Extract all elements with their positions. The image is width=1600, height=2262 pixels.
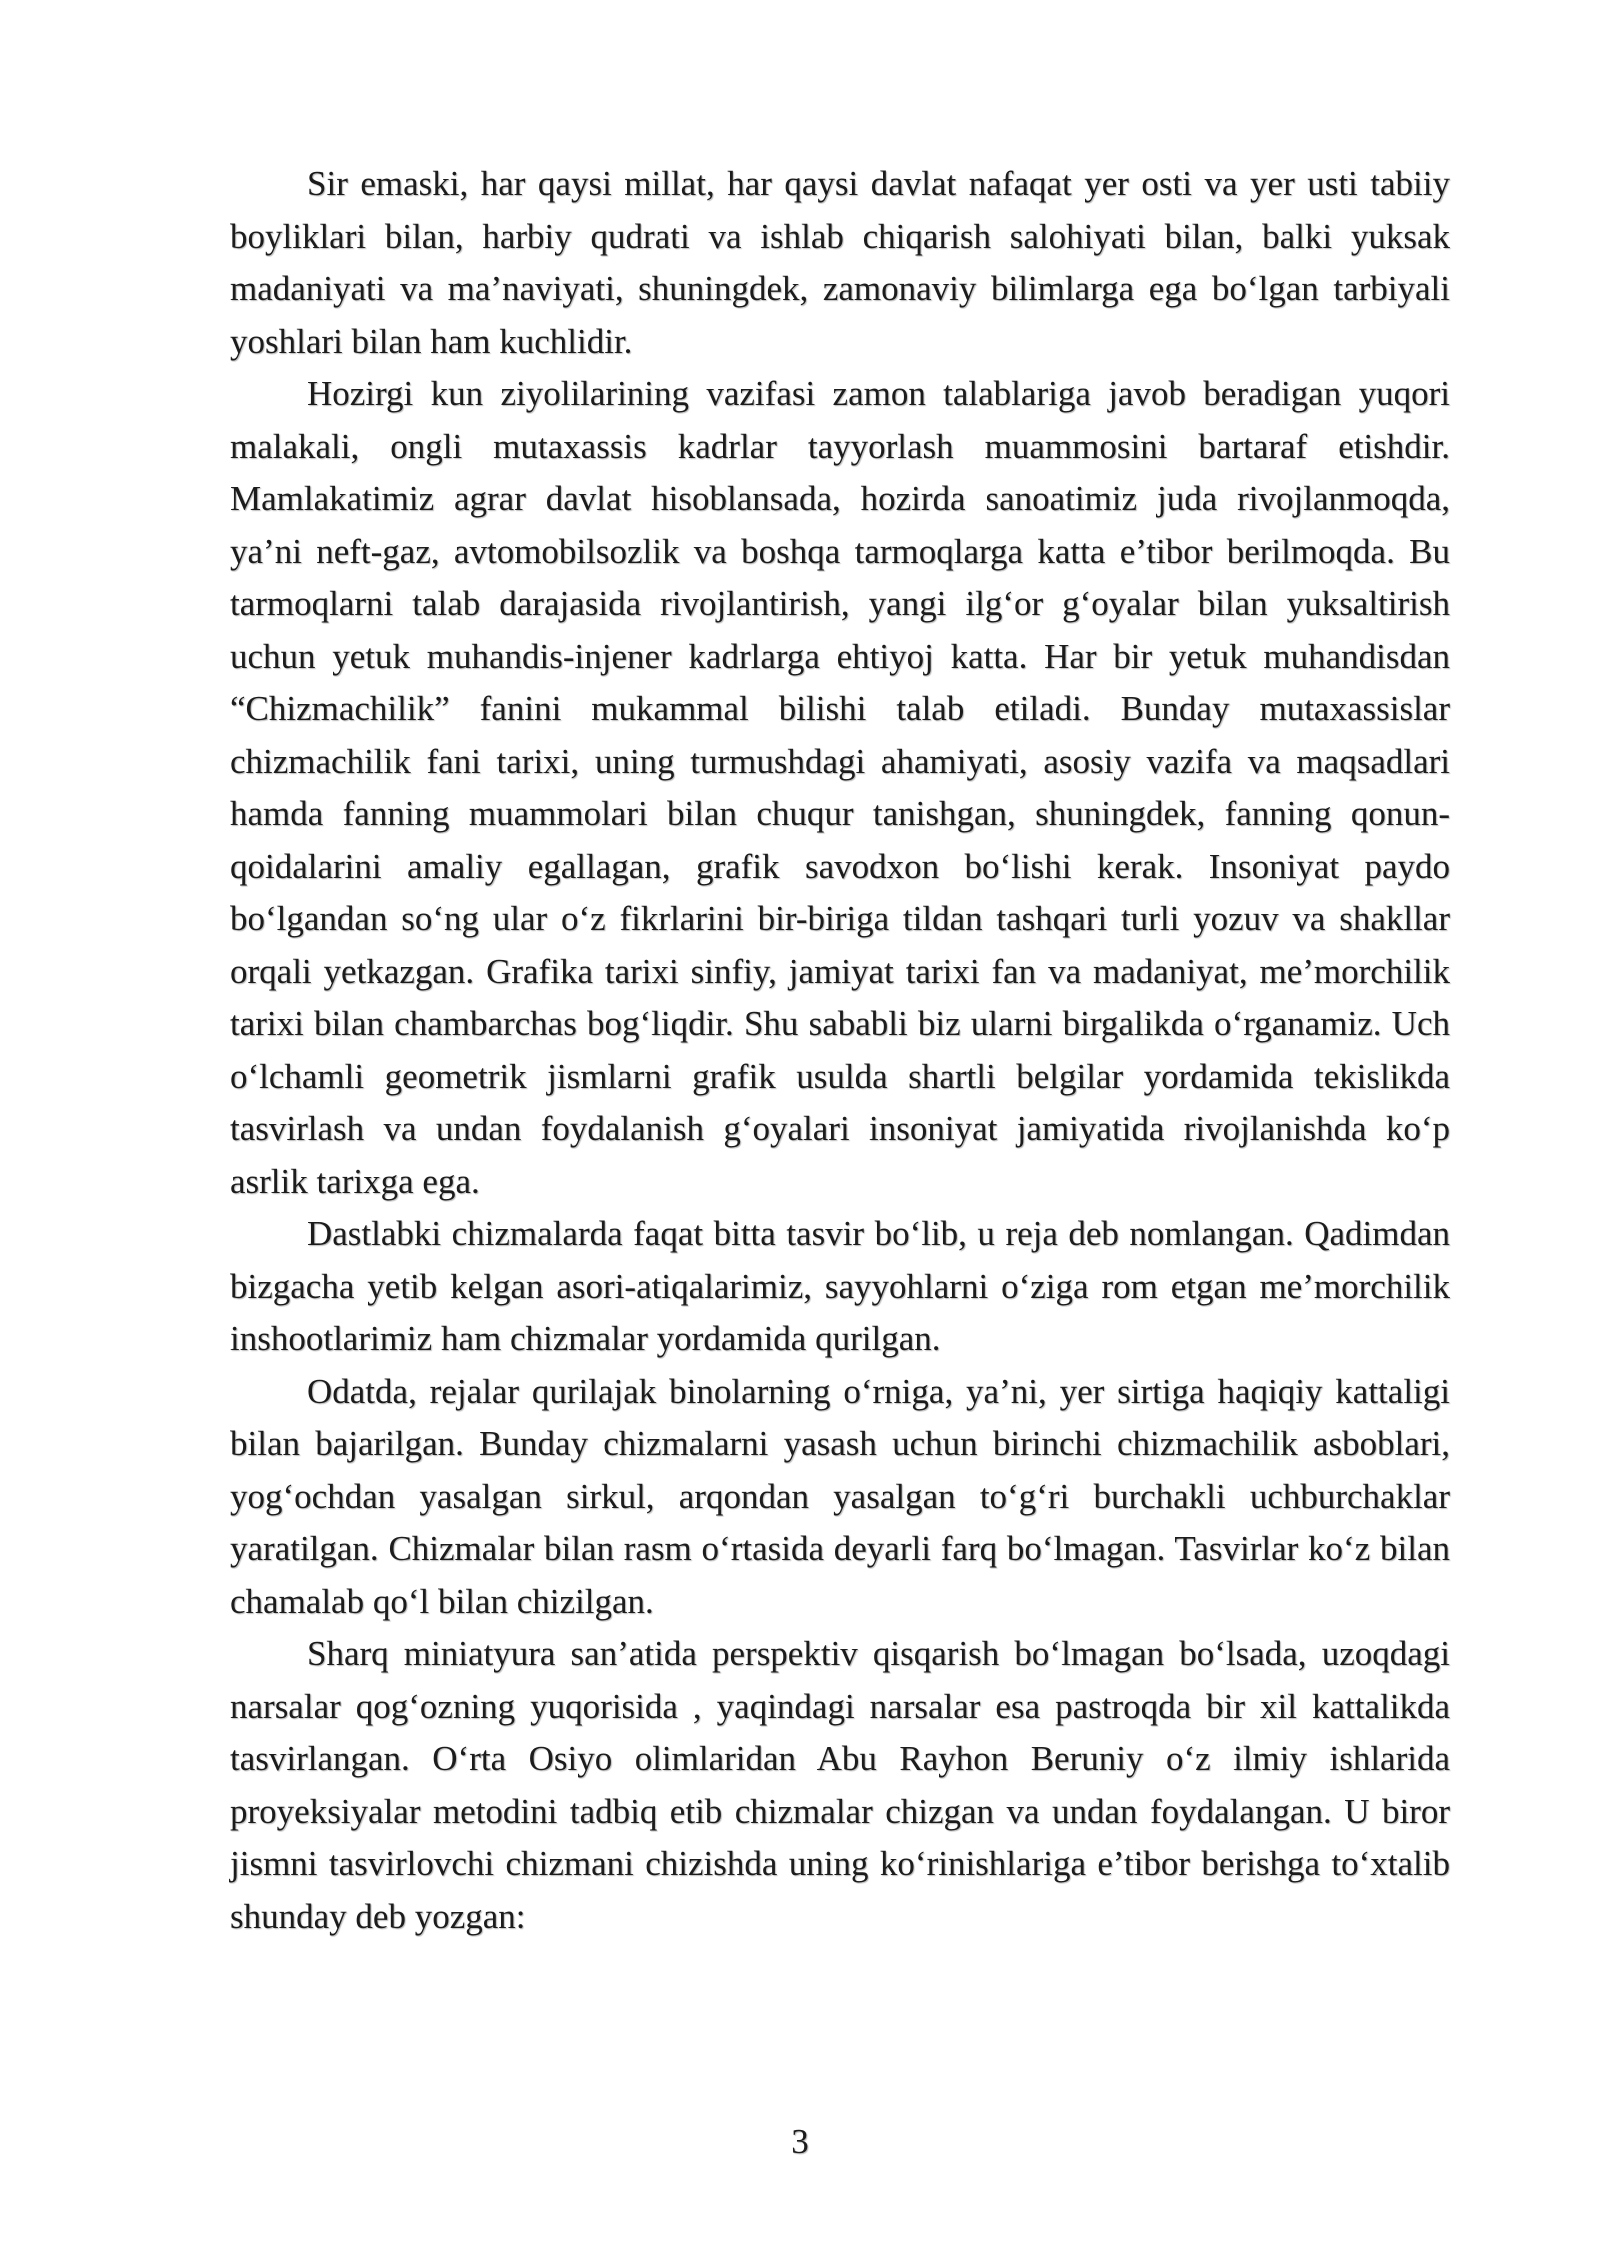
page-number: 3 — [791, 2122, 809, 2161]
paragraph-miniature-art: Sharq miniatyura san’atida perspektiv qisqarish bo‘lmagan bo‘lsada, uzoqdagi narsalar qog‘ozning yuqorisida , yaqindagi narsalar esa pastroqda bir xil kattalikda tasvirlangan. O‘rta Osiyo olimlaridan Abu Rayhon Beruniy o‘z ilmiy ishlarida proyeksiyalar metodini tadbiq etib chizmalar chizgan va undan foydalangan. U biror jismni tasvirlovchi chizmani chizishda uning ko‘rinishlariga e’tibor berishga to‘xtalib shunday deb yozgan: — [230, 1634, 1450, 1936]
paragraph-plans: Odatda, rejalar qurilajak binolarning o‘rniga, ya’ni, yer sirtiga haqiqiy kattaligi bilan bajarilgan. Bunday chizmalarni yasash uchun birinchi chizmachilik asboblari, yog‘ochdan yasalgan sirkul, arqondan yasalgan to‘g‘ri burchakli uchburchaklar yaratilgan. Chizmalar bilan rasm o‘rtasida deyarli farq bo‘lmagan. Tasvirlar ko‘z bilan chamalab qo‘l bilan chizilgan. — [230, 1371, 1450, 1621]
paragraph-engineers: Hozirgi kun ziyolilarining vazifasi zamon talablariga javob beradigan yuqori malakali, ongli mutaxassis kadrlar tayyorlash muammosini bartaraf etishdir. Mamlakatimiz agrar davlat hisoblansada, hozirda sanoatimiz juda rivojlanmoqda, ya’ni neft-gaz, avtomobilsozlik va boshqa tarmoqlarga katta e’tibor berilmoqda. Bu tarmoqlarni talab darajasida rivojlantirish, yangi ilg‘or g‘oyalar bilan yuksaltirish uchun yetuk muhandis-injener kadrlarga ehtiyoj katta. Har bir yetuk muhandisdan “Chizmachilik” fanini mukammal bilishi talab etiladi. Bunday mutaxassislar chizmachilik fani tarixi, uning turmushdagi ahamiyati, asosiy vazifa va maqsadlari hamda fanning muammolari bilan chuqur tanishgan, shuningdek, fanning qonun-qoidalarini amaliy egallagan, grafik savodxon bo‘lishi kerak. Insoniyat paydo bo‘lgandan so‘ng ular o‘z fikrlarini bir-biriga tildan tashqari turli yozuv va shakllar orqali yetkazgan. Grafika tarixi sinfiy, jamiyat tarixi fan va madaniyat, me’morchilik tarixi bilan chambarchas bog‘liqdir. Shu sababli biz ularni birgalikda o‘rganamiz. Uch o‘lchamli geometrik jismlarni grafik usulda shartli belgilar yordamida tekislikda tasvirlash va undan foydalanish g‘oyalari insoniyat jamiyatida rivojlanishda ko‘p asrlik tarixga ega. — [230, 374, 1450, 1201]
document-body — [230, 158, 1450, 1943]
paragraph-intro: Sir emaski, har qaysi millat, har qaysi davlat nafaqat yer osti va yer usti tabiiy boyliklari bilan, harbiy qudrati va ishlab chiqarish salohiyati bilan, balki yuksak madaniyati va ma’naviyati, shuningdek, zamonaviy bilimlarga ega bo‘lgan tarbiyali yoshlari bilan ham kuchlidir. — [230, 164, 1450, 361]
paragraph-early-drawings: Dastlabki chizmalarda faqat bitta tasvir bo‘lib, u reja deb nomlangan. Qadimdan bizgacha yetib kelgan asori-atiqalarimiz, sayyohlarni o‘ziga rom etgan me’morchilik inshootlarimiz ham chizmalar yordamida qurilgan. — [230, 1214, 1450, 1358]
